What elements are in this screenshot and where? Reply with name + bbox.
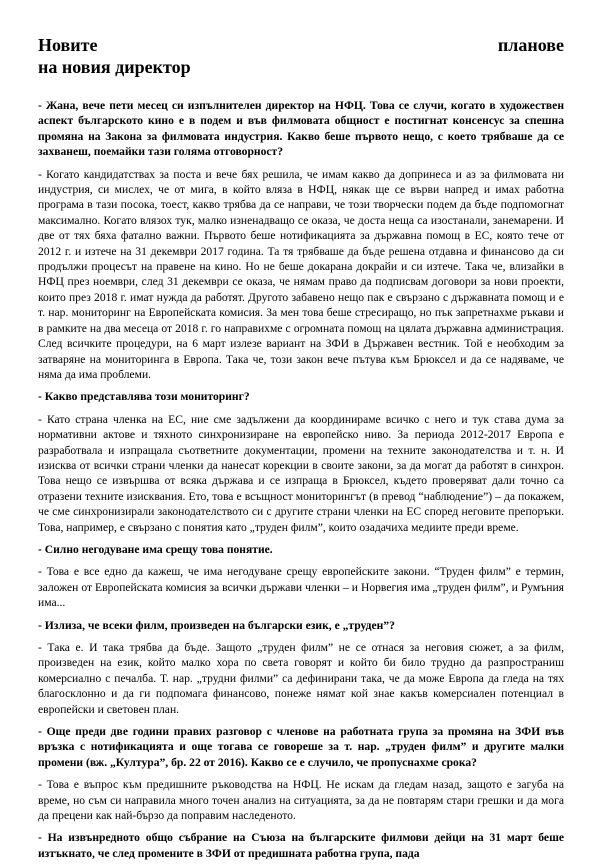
interview-question: - Силно негодуване има срещу това понятие. [38,542,273,556]
title-line2: на новия директор [38,57,191,77]
article-body [38,98,564,868]
interview-question: - Още преди две години правих разговор с членове на работната група за промяна на ЗФИ във връзка с нотификацията и още тогава се говореше за т. нар. „труден филм” и другите малки промени (вж. „Култура”, бр. 22 от 2016). Какво се е случило, че пропуснахме срока? [38,725,564,769]
interview-answer: - Когато кандидатствах за поста и вече бях решила, че имам какво да допринеса и аз за филмовата ни индустрия, си мислех, че от мига, в който вляза в НФЦ, някак ще се върви напред и имах работна програма в тази посока, тоест, какво трябва да се направи, че този творчески подем да бъде подпомогнат максимално. Когато влязох тук, малко изненадващо се оказа, че доста неща са изостанали, занемарени. И две от тях бяха фатално важни. Първото беше нотификацията за държавна помощ в ЕС, която тече от 2012 г. и изтече на 31 декември 2017 година. Та тя трябваше да бъде решена отдавна и финансово да си продължи процесът на правене на кино. Но не беше докарана докрайи и си изтече. Така че, влизайки в НФЦ през ноември, след 31 декември се оказа, че нямам право да подписвам договори за нови проекти, които през 2018 г. имат нужда да работят. Другото забавено нещо пак е свързано с държавната помощ и е т. нар. мониторинг на Европейската комисия. За мен това беше стресиращо, но пък запретнахме ръкави и в рамките на два месеца от 2018 г. го направихме с огромната помощ на цялата държавна администрация. След всичките процедури, на 6 март излезе вариант на ЗФИ в Държавен вестник. Той е необходим за затваряне на мониторинга в Европа. Така че, този закон вече пътува към Брюксел и да се надяваме, че няма да има проблеми. [38,167,564,381]
interview-question: - Излиза, че всеки филм, произведен на български език, е „труден”? [38,618,395,632]
interview-answer: - Това е въпрос към предишните ръководства на НФЦ. Не искам да гледам назад, защото е загуба на време, но съм си направила много точен анализ на ситуацията, за да не повтарям стари грешки и да мога да прецени как най-бързо да поправим наследеното. [38,778,564,823]
title-line1-right: планове [497,35,564,55]
interview-question: - Жана, вече пети месец си изпълнителен директор на НФЦ. Това се случи, когато в художествен аспект българското кино е в подем и във филмовата общност е постигнат консенсус за спешна промяна на Закона за филмовата индустрия. Какво беше първото нещо, с което трябваше да се захванеш, поемайки тази голяма отговорност? [38,99,564,159]
interview-answer: - Така е. И така трябва да бъде. Защото „труден филм” не се отнася за неговия сюжет, а за филм, произведен на език, който малко хора по света говорят и който би било трудно да разпространиш комерсиално с печалба. Т. нар. „трудни филми” са дефинирани така, че да може Европа да гледа на тях благосклонно и да ги подпомага финансово, понеже нямат кой знае какъв комерсиален потенциал в европейски и световен план. [38,641,564,716]
interview-answer: - Като страна членка на ЕС, ние сме задължени да координираме всичко с него и тук става дума за нормативни актове и тяхното синхронизиране на европейско ниво. За периода 2012-2017 Европа е разработвала и изпращала съответните документации, промени на техните законодателства и т. н. И изисква от всички страни членки да нанесат корекции в своите закони, за да могат да работят в синхрон. Това нещо се извършва от всяка държава и се изпраща в Брюксел, където проверяват дали точно са отразени техните изисквания. Ето, това е всъщност мониторингът (в превод “наблюдение”) – да покажем, че сме синхронизирали законодателството си с другите страни членки на ЕС според неговите препоръки. Това, например, е свързано с понятия като „труден филм”, които озадачиха медиите преди време. [38,412,564,534]
title-line1-left: Новите [38,35,98,55]
interview-question: - На извънредното общо събрание на Съюза на българските филмови дейци на 31 март беше изтъкнато, че след промените в ЗФИ от предишната работна група, пада [38,831,564,860]
interview-answer: - Това е все едно да кажеш, че има негодуване срещу европейските закони. “Труден филм” е термин, заложен от Европейската комисия за всички държави членки – и Норвегия има „труден филм”, и Румъния има... [38,565,564,610]
interview-question: - Какво представлява този мониторинг? [38,390,250,404]
